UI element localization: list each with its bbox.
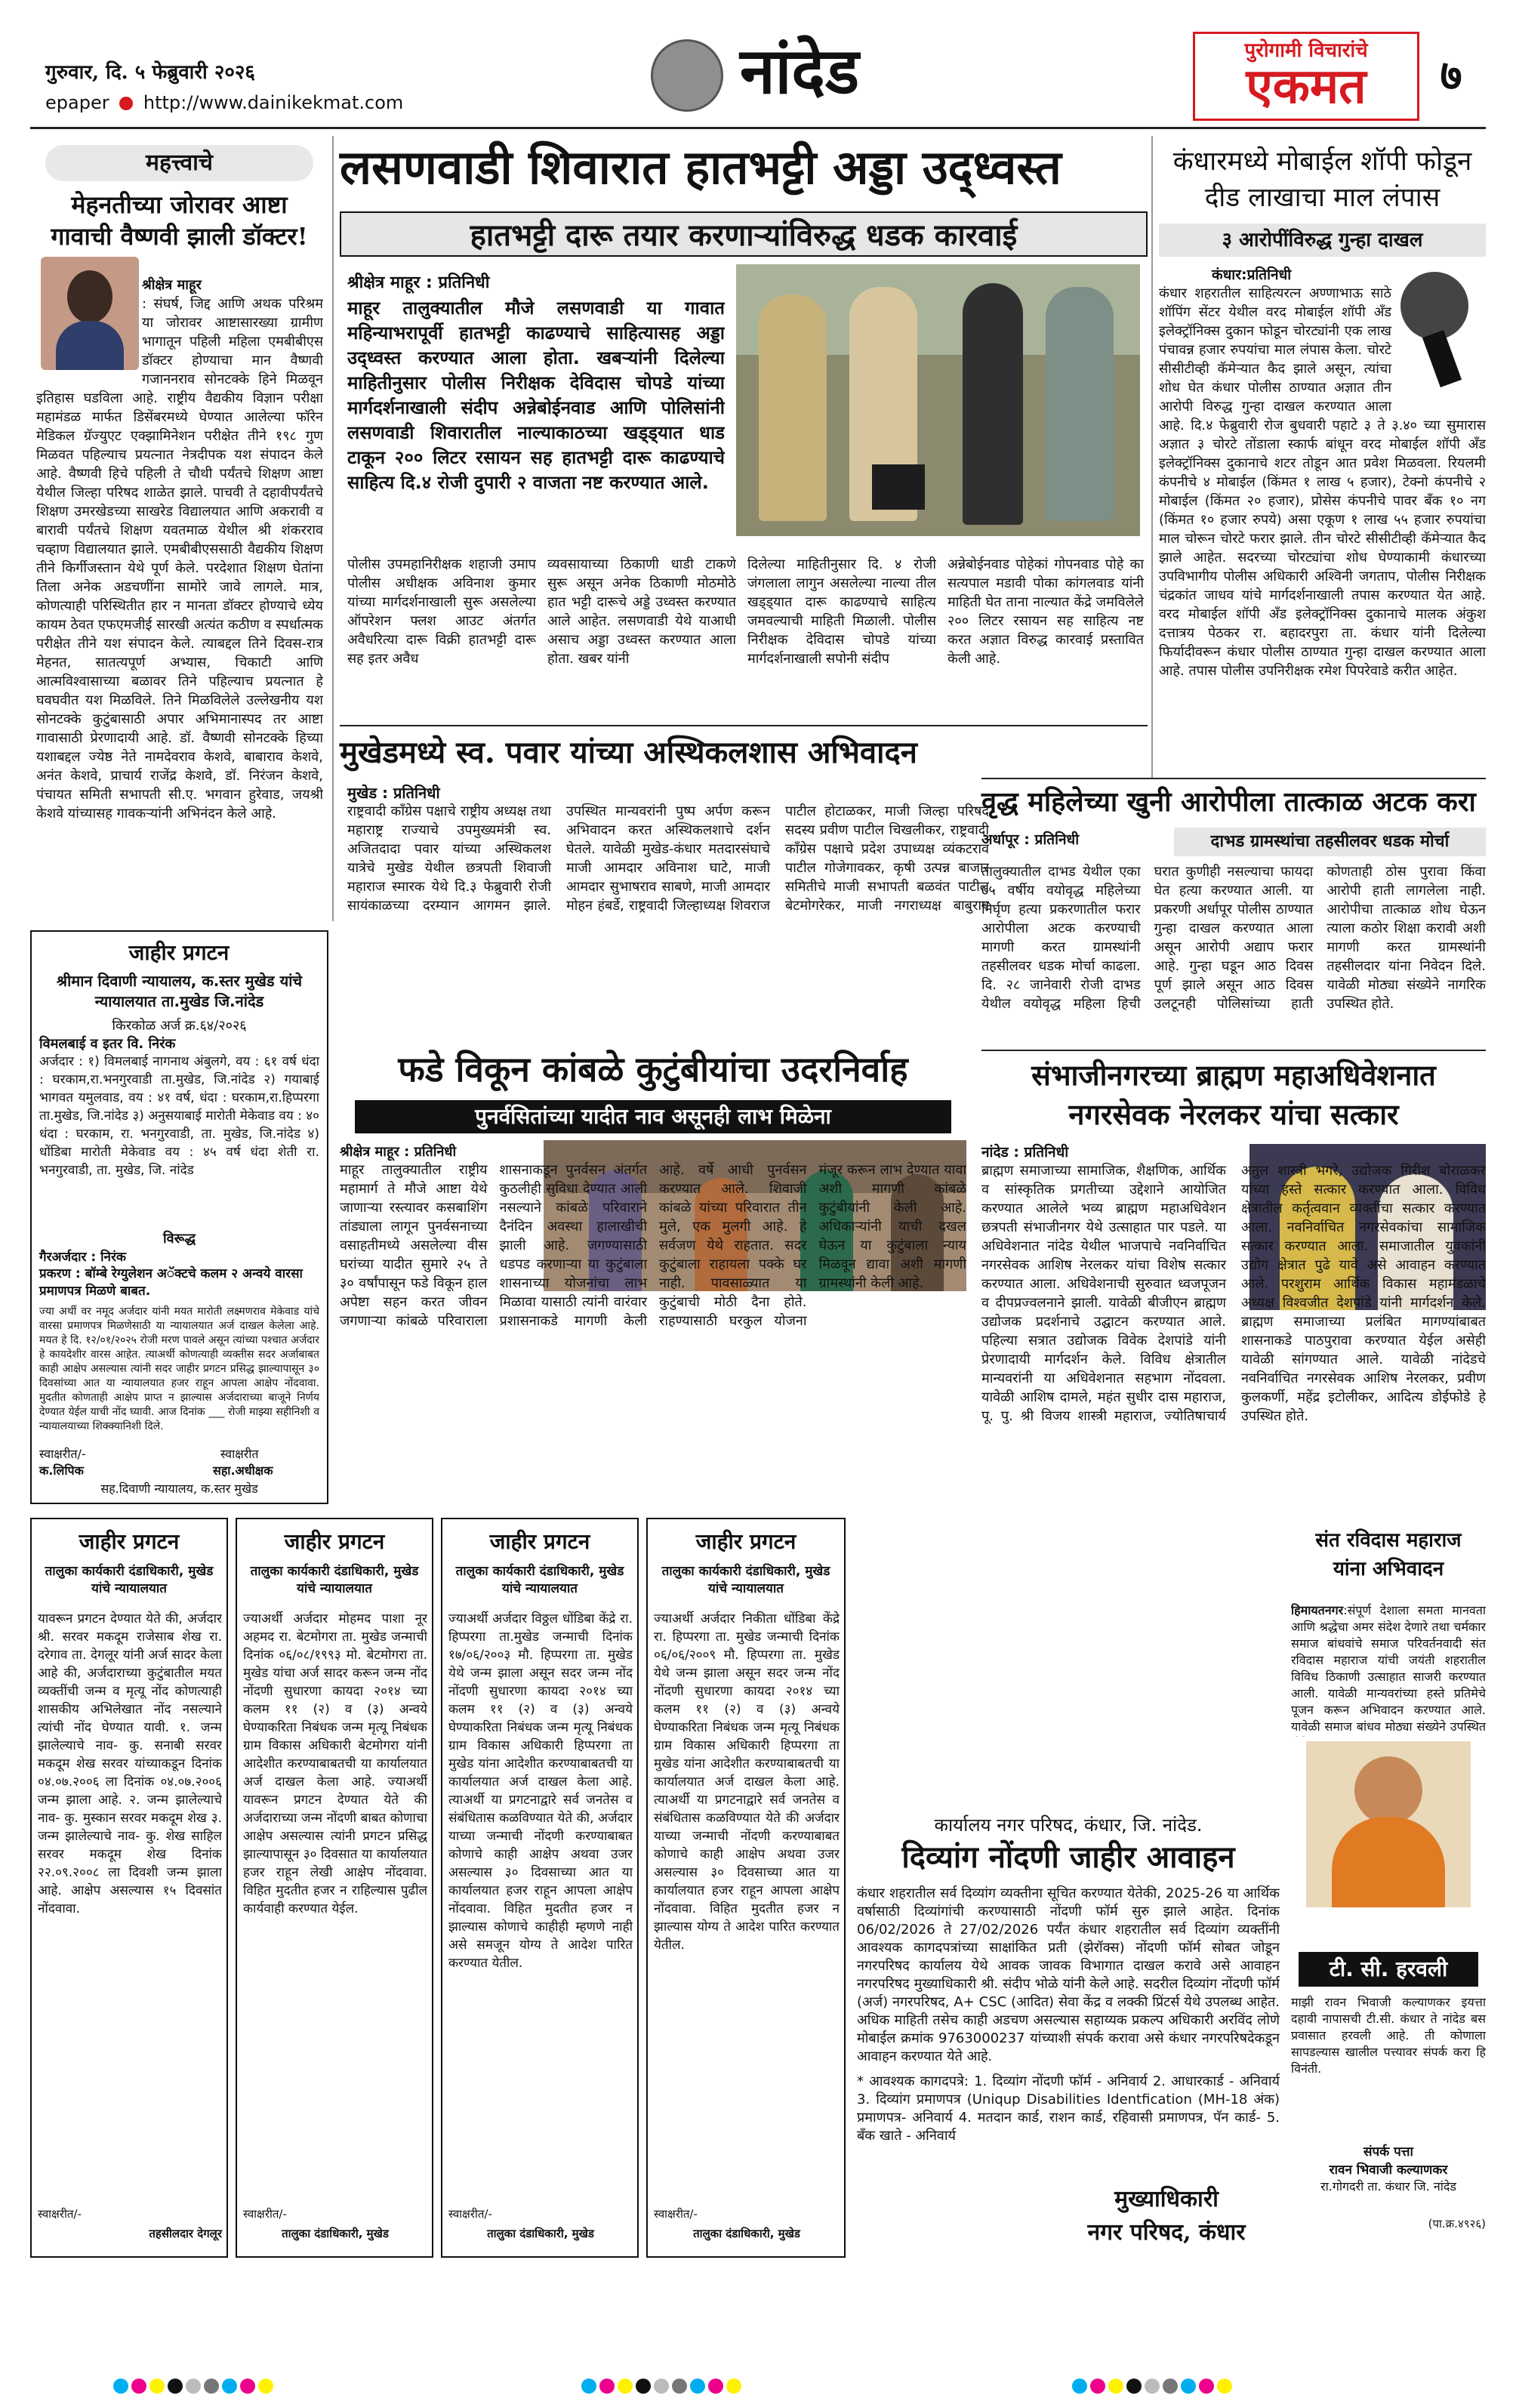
notice-case-date: विमलबाई व इतर वि. निरंक [39, 1036, 176, 1052]
birth-notice-4 [646, 1518, 846, 2258]
kandhar-dateline: कंधार:प्रतिनिधी [1212, 267, 1292, 283]
printer-color-bar-center [581, 2379, 883, 2397]
fade-headline: फडे विकून कांबळे कुटुंबीयांचा उदरनिर्वाह [398, 1049, 908, 1090]
birth-notice-signer: तालुका दंडाधिकारी, मुखेड [693, 2227, 800, 2240]
birth-notice-title: जाहीर प्रगटन [79, 1529, 180, 1554]
tc-contact-title: संपर्क पत्ता [1363, 2144, 1413, 2160]
birth-notice-title: जाहीर प्रगटन [284, 1529, 385, 1554]
ravidas-title: संत रविदास महाराज [1315, 1529, 1462, 1552]
sidebar-top-story [30, 136, 328, 921]
page-number: ७ [1440, 51, 1462, 100]
notice-case-no: किरकोळ अर्ज क्र.६४/२०२६ [112, 1018, 247, 1034]
birth-notice-court: तालुका कार्यकारी दंडाधिकारी, मुखेड यांचे न्यायालयात [45, 1564, 214, 1596]
legal-notice-court [30, 930, 328, 1504]
section-kicker: महत्त्वाचे [45, 145, 313, 181]
sidebar-body [36, 257, 323, 914]
birth-notice-2 [236, 1518, 433, 2258]
elderly-subhead: दाभड ग्रामस्थांचा तहसीलवर धडक मोर्चा [1174, 828, 1486, 856]
paper-logo [1193, 32, 1419, 121]
lead-col-1: पोलीस उपमहानिरीक्षक शहाजी उमाप पोलीस अधीक्षक अविनाश कुमार यांच्या मार्गदर्शनाखाली सुरू असलेल्या ऑपरेशन फ्लश आउट अंतर्गत अवैधरित्या दारू विक्री हातभट्टी दारू सह इतर अवैध [347, 557, 536, 667]
sambhaji-headline: संभाजीनगरच्या ब्राह्मण महाअधिवेशनात नगरसेवक नेरलकर यांचा सत्कार [1031, 1058, 1436, 1131]
birth-notice-court: तालुका कार्यकारी दंडाधिकारी, मुखेड यांचे न्यायालयात [661, 1564, 830, 1596]
printer-color-bar-left [113, 2379, 415, 2397]
divyang-body: कंधार शहरातील सर्व दिव्यांग व्यक्तीना सूचित करण्यात येतेकी, 2025-26 या आर्थिक वर्षासाठी दिव्यांगांची करण्यासाठी नोंदणी फॉर्म सुरु झाले आहेत. दिनांक 06/02/2026 ते 27/02/2026 पर्यंत कंधार शहरातील सर्व दिव्यांग व्यक्तींनी आवश्यक कागदपत्रांच्या साक्षांकित प्रती (झेरॉक्स) नोंदणी फॉर्म सोबत जोडून नगरपरिषद कार्यालय येथे आवक जावक विभागात दाखल करावे असे आवाहन नगरपरिषद मुख्याधिकारी श्री. संदीप भोळे यांनी केले आहे. सदरील दिव्यांग नोंदणी फॉर्म (अर्ज) नगरपरिषद, A+ CSC (आदित) सेवा केंद्र व लक्की प्रिंटर्स येथे उपलब्ध आहेत. अधिक माहिती तसेच काही अडचण असल्यास सहाय्यक प्रकल्प अधिकारी अरविंद लोणे मोबाईल क्रमांक 9763000237 यांच्याशी संपर्क करावा असे कंधार नगरपरिषदेकडून आवाहन करण्यात येते आहे. [857, 1885, 1280, 2064]
sambhaji-top-rule [981, 1050, 1486, 1051]
divyang-sign-place: नगर परिषद, कंधार [1087, 2219, 1246, 2246]
notice-sign-1: स्वाक्षरीत/- [39, 1447, 86, 1461]
birth-notice-3 [441, 1518, 639, 2258]
birth-notice-signer: तहसीलदार देगलूर [149, 2227, 222, 2240]
birth-notice-signer: तालुका दंडाधिकारी, मुखेड [282, 2227, 389, 2240]
fade-body: माहूर तालुक्यातील राष्ट्रीय महामार्ग ते मौजे आष्टा येथे जाणाऱ्या रस्त्यावर कसबाशिंग तांड्याला लागून पुनर्वसनाच्या वसाहतीमध्ये असलेल्या वीस घरांच्या यादीत सुमारे २५ ते ३० वर्षांपासून फडे विकून हाल अपेष्टा सहन करत जीवन जगणाऱ्या कांबळे परिवाराला शासनाकडून पुनर्वसन अंतर्गत कुठलीही सुविधा देण्यात आली नसल्याने कांबळे परिवाराने दैनंदिन अवस्था हालाखीची झाली आहे. जगण्यासाठी धडपड करणाऱ्या या कुटुंबाला शासनाच्या योजनांचा लाभ मिळावा यासाठी त्यांनी वारंवार प्रशासनाकडे मागणी केली आहे. वर्षे आधी पुनर्वसन करण्यात आले. शिवाजी कांबळे यांच्या परिवारात तीन मुले, एक मुलगी आहे. हे सर्वजण येथे राहतात. सदर कुटुंबाला राहायला पक्के घर नाही. पावसाळ्यात या कुटुंबाची मोठी दैना होते. राहण्यासाठी घरकुल योजना मंजूर करून लाभ देण्यात यावा अशी मागणी कांबळे कुटुंबीयांनी केली आहे. अधिकाऱ्यांनी याची दखल घेऊन या कुटुंबाला न्याय मिळवून द्यावा अशी मागणी ग्रामस्थांनी केली आहे. [340, 1162, 966, 1329]
lead-intro: माहूर तालुक्यातील मौजे लसणवाडी या गावात महिन्याभरापूर्वी हातभट्टी काढण्याचे साहित्यासह अड्डा उद्ध्वस्त करण्यात आला होता. खबऱ्यांनी दिलेल्या माहितीनुसार पोलीस निरीक्षक देविदास चोपडे यांच्या मार्गदर्शनाखाली संदीप अन्नेबोईनवाड आणि पोलिसांनी लसणवाडी शिवारातील नाल्याकाठच्या खड्ड्यात धाड टाकून २०० लिटर रसायन सह हातभट्टी दारू काढण्याचे साहित्य दि.४ रोजी दुपारी २ वाजता नष्ट करण्यात आले. [347, 298, 725, 493]
divyang-docs: * आवश्यक कागदपत्रे: 1. दिव्यांग नोंदणी फॉर्म - अनिवार्य 2. आधारकार्ड - अनिवार्य 3. दिव्यांग प्रमाणपत्र (Uniqup Disabilities Identfication (MH-18 अंक) प्रमाणपत्र- अनिवार्य 4. मतदान कार्ड, राशन कार्ड, रहिवासी प्रमाणपत्र, पॅन कार्ड- 5. बँक खाते - अनिवार्य [857, 2073, 1280, 2144]
paper-name: एकमत [1246, 58, 1367, 115]
tc-ref: (पा.क्र.४९२६) [1428, 2217, 1486, 2231]
masthead [0, 0, 1516, 136]
ravidas-subtitle: यांना अभिवादन [1333, 1558, 1444, 1580]
notice-matter: प्रकरण : बॉम्बे रेग्युलेशन अॅक्टचे कलम २ अन्वये वारसा प्रमाणपत्र मिळणे बाबत. [39, 1266, 303, 1299]
divyang-headline: दिव्यांग नोंदणी जाहीर आवाहन [901, 1839, 1235, 1875]
notice-body: ज्या अर्थी वर नमूद अर्जदार यांनी मयत मारोती लक्ष्मणराव मेकेवाड यांचे वारसा प्रमाणपत्र मिळणेसाठी या न्यायालयात अर्ज दाखल केलेला आहे. मयत हे दि. १२/०१/२०२५ रोजी मरण पावले असून त्यांच्या पश्चात अर्जदार हे कायदेशीर वारस आहेत. त्याअर्थी कोणत्याही व्यक्तीस सदर अर्जाबाबत काही आक्षेप असल्यास त्यांनी सदर जाहीर प्रगटन प्रसिद्ध झाल्यापासून ३० दिवसांच्या आत या न्यायालयात हजर राहून आपला आक्षेप नोंदवावा. मुदतीत कोणताही आक्षेप प्राप्त न झाल्यास अर्जदाराच्या बाजूने निर्णय देण्यात येईल याची नोंद घ्यावी. आज दिनांक ___ रोजी माझ्या सहीनिशी व न्यायालयाच्या शिक्क्यानिशी दिले. [39, 1306, 319, 1432]
ravidas-portrait [1306, 1741, 1471, 1907]
sidebar-dateline: श्रीक्षेत्र माहूर [142, 277, 202, 293]
birth-notice-title: जाहीर प्रगटन [489, 1529, 590, 1554]
lead-col-2: व्यवसायाच्या ठिकाणी धाडी टाकणे सुरू असून अनेक ठिकाणी मोठमोठे हात भट्टी दारूचे अड्डे उध्वस्त करण्यात आले आहेत. लसणवाडी येथे याआधी असाच अड्डा उध्वस्त करण्यात आला होता. खबर यांनी [547, 557, 736, 667]
city-emblem [651, 39, 723, 112]
ravidas-body-text: :संपूर्ण देशाला समता मानवता आणि श्रद्धेचा अमर संदेश देणारे तथा चर्मकार समाज बांधवांचे समाज परिवर्तनवादी संत रविदास महाराज यांची जयंती शहरातील विविध ठिकाणी उत्साहात साजरी करण्यात आली. यावेळी मान्यवरांच्या हस्ते प्रतिमेचे पूजन करून अभिवादन करण्यात आले. यावेळी समाज बांधव मोठ्या संख्येने उपस्थित [1291, 1603, 1486, 1734]
sambhajinagar-story [981, 1050, 1486, 1503]
elderly-dateline: अर्धापूर : प्रतिनिधी [981, 831, 1080, 848]
lead-col-3: दिलेल्या माहितीनुसार दि. ४ रोजी जंगलाला लागुन असलेल्या नाल्या तील खड्ड्यात दारू काढण्याचे साहित्य जमवल्याची माहिती मिळाली. पोलीस निरीक्षक देविदास चोपडे यांच्या मार्गदर्शनाखाली सपोनी संदीप [747, 557, 936, 667]
birth-notice-court: तालुका कार्यकारी दंडाधिकारी, मुखेड यांचे न्यायालयात [455, 1564, 624, 1596]
kandhar-headline: कंधारमध्ये मोबाईल शॉपी फोडून दीड लाखाचा माल लंपास [1172, 146, 1472, 213]
lead-subhead: हातभट्टी दारू तयार करणाऱ्यांविरुद्ध धडक कारवाई [340, 211, 1148, 257]
column-rule-right [1151, 136, 1153, 778]
printer-color-bar-right [1072, 2379, 1374, 2397]
birth-notice-1 [30, 1518, 228, 2258]
city-name: नांदेड [740, 33, 859, 108]
notice-footer: सह.दिवाणी न्यायालय, क.स्तर मुखेड [100, 1481, 258, 1496]
column-rule-left [332, 136, 334, 921]
mukhed-body: राष्ट्रवादी काँग्रेस पक्षाचे राष्ट्रीय अध्यक्ष तथा महाराष्ट्र राज्याचे उपमुख्यमंत्री स्व. अजितदादा पवार यांच्या अस्थिकलश यात्रेचे मुखेड येथील छत्रपती शिवाजी महाराज स्मारक येथे दि.३ फेब्रुवारी रोजी सायंकाळच्या दरम्यान आगमन झाले. उपस्थित मान्यवरांनी पुष्प अर्पण करून अभिवादन करत अस्थिकलशाचे दर्शन घेतले. यावेळी मुखेड-कंधार मतदारसंघाचे माजी आमदार अविनाश घाटे, माजी आमदार सुभाषराव साबणे, माजी आमदार मोहन हंबर्डे, राष्ट्रवादी जिल्हाध्यक्ष शिवराज पाटील होटाळकर, माजी जिल्हा परिषद सदस्य प्रवीण पाटील चिखलीकर, राष्ट्रवादी काँग्रेस पक्षाचे प्रदेश उपाध्यक्ष व्यंकटराव पाटील गोजेगावकर, कृषी उत्पन्न बाजार समितीचे माजी सभापती बळवंत पाटील बेटमोगरेकर, माजी नगराध्यक्ष बाबुराव [347, 803, 989, 914]
elderly-top-rule [981, 778, 1486, 779]
elderly-body: तालुक्यातील दाभड येथील एका ७५ वर्षीय वयोवृद्ध महिलेच्या निर्घृण हत्या प्रकरणातील फरार आरोपीला अटक करण्याची मागणी करत ग्रामस्थांनी तहसीलवर धडक मोर्चा काढला. दि. २८ जानेवारी रोजी दाभड येथील वयोवृद्ध महिला हिची घरात कुणीही नसल्याचा फायदा घेत हत्या करण्यात आली. या प्रकरणी अर्धापूर पोलीस ठाण्यात गुन्हा दाखल करण्यात आला असून आरोपी अद्याप फरार आहे. गुन्हा घडून आठ दिवस पूर्ण झाले असून आठ दिवस उलटूनही पोलिसांच्या हाती कोणताही ठोस पुरावा किंवा आरोपी हाती लागलेला नाही. आरोपीचा तात्काळ शोध घेऊन त्याला कठोर शिक्षा करावी अशी मागणी करत ग्रामस्थांनी तहसीलदार यांना निवेदन दिले. यावेळी मोठ्या संख्येने नागरिक उपस्थित होते. [981, 864, 1486, 1012]
birth-notice-sign: स्वाक्षरीत/- [448, 2207, 492, 2221]
kandhar-body: कंधार शहरातील साहित्यरत्न अण्णाभाऊ साठे शॉपिंग सेंटर येथील वरद मोबाईल शॉपी अँड इलेक्ट्रॉनिक्स दुकान फोडून चोरट्यांनी एक लाख पंचावन्न हजार रुपयांचा माल लंपास केला. चोरटे सीसीटीव्ही कॅमेऱ्यात कैद झाले असून, त्यांचा शोध घेत कंधार पोलीस ठाण्यात अज्ञात तीन आरोपी विरुद्ध गुन्हा दाखल करण्यात आला आहे. दि.४ फेब्रुवारी रोज बुधवारी पहाटे ३ ते ३.४० च्या सुमारास अज्ञात ३ चोरटे तोंडाला स्कार्फ बांधून वरद मोबाईल शॉपी अँड इलेक्ट्रॉनिक्स दुकानाचे शटर तोडून आत प्रवेश मिळवला. रियलमी कंपनीचे ४ मोबाईल (किंमत १ लाख ५ हजार), टेक्नो कंपनीचे २ मोबाईल (किंमत २० हजार), प्रोसेस कंपनीचे पावर बँक १० नग (किंमत १० हजार रुपये) असा एकूण १ लाख ५५ हजार रुपयांचा माल चोरून चोरटे फरार झाले. तीन चोरटे सीसीटीव्ही कॅमेऱ्यात कैद झाले आहेत. सदरच्या चोरट्यांचा शोध घेण्याकामी कंधारच्या उपविभागीय पोलीस अधिकारी अश्विनी जगताप, पोलीस निरीक्षक चंद्रकांत जाधव यांचे मार्गदर्शनाखाली तपास करण्यात येत आहे. वरद मोबाईल शॉपी अँड इलेक्ट्रॉनिक्स दुकानाचे मालक अंकुश दत्तात्रय पेठकर रा. बहादरपुरा ता. कंधार यांनी दिलेल्या फिर्यादीवरून कंधार पोलीस ठाण्यात गुन्हा दाखल करण्यात आला आहे. तपास पोलीस उपनिरीक्षक रमेश पिपरेवाडे करीत आहेत. [1159, 285, 1486, 679]
epaper-line [45, 92, 403, 113]
lead-dateline: श्रीक्षेत्र माहूर : प्रतिनिधी [347, 273, 490, 292]
epaper-label: epaper [45, 92, 109, 113]
notice-applicants: अर्जदार : १) विमलबाई नागनाथ अंबुलगे, वय : ६१ वर्ष धंदा : घरकाम,रा.भनगुरवाडी ता.मुखेड, जि.नांदेड २) गयाबाई भागवत यमुलवाड, वय : ४१ वर्ष, धंदा : घरकाम,रा.हिप्परगा ता.मुखेड, जि.नांदेड ३) अनुसयाबाई मारोती मेकेवाड वय : ४० धंदा : घरकाम, रा. भनगुरवाडी, ता. मुखेड, जि.नांदेड ४) धोंडिबा मारोती मेकेवाड वय : ४५ वर्ष धंदा शेती रा. भनगुरवाडी, ता. मुखेड, जि. नांदेड [39, 1054, 319, 1178]
sambhaji-body: ब्राह्मण समाजाच्या सामाजिक, शैक्षणिक, आर्थिक व सांस्कृतिक प्रगतीच्या उद्देशाने आयोजित करण्यात आलेले भव्य ब्राह्मण महाअधिवेशन छत्रपती संभाजीनगर येथे उत्साहात पार पडले. या अधिवेशनात नांदेड येथील भाजपाचे नवनिर्वाचित नगरसेवक आशिष नेरलकर यांचा विशेष सत्कार करण्यात आला. अधिवेशनाची सुरुवात ध्वजपूजन व दीपप्रज्वलनाने झाली. यावेळी बीजीएन ब्राह्मण उद्योजक प्रदर्शनाचे उद्घाटन करण्यात आले. पहिल्या सत्रात उद्योजक विवेक देशपांडे यांनी प्रेरणादायी मार्गदर्शन केले. विविध क्षेत्रातील मान्यवरांनी या अधिवेशनात सहभाग नोंदवला. यावेळी आशिष दामले, महंत सुधीर दास महाराज, पू. पु. श्री विजय शास्त्री महाराज, ज्योतिषाचार्य अतुल शास्त्री भगरे, उद्योजक गिरीश बोराळकर यांच्या हस्ते सत्कार करण्यात आला. विविध क्षेत्रातील कर्तृत्ववान व्यक्तींचा सत्कार करण्यात आला. नवनिर्वाचित नगरसेवकांचा सामाजिक सत्कार करण्यात आला. समाजातील युवकांनी उद्योग क्षेत्रात पुढे यावे असे आवाहन करण्यात आले. परशुराम आर्थिक विकास महामंडळाचे अध्यक्ष विश्वजीत देशपांडे यांनी मार्गदर्शन केले. ब्राह्मण समाजाच्या प्रलंबित मागण्यांबाबत शासनाकडे पाठपुरावा करण्यात येईल असेही यावेळी सांगण्यात आले. यावेळी नांदेडचे नवनिर्वाचित नगरसेवक आशिष नेरलकर, प्रवीण कुलकर्णी, महेंद्र इटोलीकर, आदित्य डोईफोडे हे उपस्थित होते. [981, 1163, 1486, 1424]
raid-photo [736, 264, 1140, 536]
kandhar-story [1159, 136, 1486, 778]
notice-sign-2-role: सहा.अधीक्षक [213, 1463, 273, 1478]
mukhed-headline: मुखेडमध्ये स्व. पवार यांच्या अस्थिकलशास अभिवादन [340, 735, 917, 770]
sidebar-headline: मेहनतीच्या जोरावर आष्टा गावाची वैष्णवी झाली डॉक्टर! [51, 190, 308, 251]
lead-headline: लसणवाडी शिवारात हातभट्टी अड्डा उद्ध्वस्त [340, 140, 1062, 195]
ravidas-dateline: हिमायतनगर [1291, 1603, 1344, 1617]
tc-title: टी. सी. हरवली [1299, 1952, 1478, 1987]
ravidas-body [1291, 1586, 1486, 1737]
notice-versus: विरूद्ध [162, 1231, 196, 1247]
birth-notice-court: तालुका कार्यकारी दंडाधिकारी, मुखेड यांचे न्यायालयात [250, 1564, 419, 1596]
website-link[interactable]: http://www.dainikekmat.com [143, 92, 404, 113]
birth-notice-sign: स्वाक्षरीत/- [38, 2207, 82, 2221]
tc-body: माझी रावन भिवाजी कल्याणकर इयत्ता दहावी नापासची टी.सी. कंधार ते नांदेड बस प्रवासात हरवली आहे. ती कोणाला सापडल्यास खालील पत्त्यावर संपर्क करा हि विनंती. [1291, 1995, 1486, 2076]
mukhed-dateline: मुखेड : प्रतिनिधी [347, 784, 440, 802]
divyang-notice [857, 1812, 1280, 2258]
birth-notice-body: ज्याअर्थी अर्जदार विठ्ठल धोंडिबा केंद्रे रा. हिप्परगा ता.मुखेड जन्माची दिनांक १७/०६/२००३ मौ. हिप्परगा ता. मुखेड येथे जन्म झाला असून सदर जन्म नोंद नोंदणी सुधारणा कायदा २०१४ च्या कलम ११ (२) व (३) अन्वये घेण्याकरिता निबंधक जन्म मृत्यू निबंधक ग्राम विकास अधिकारी हिप्परगा ता मुखेड यांना आदेशीत करण्याबाबतची या कार्यालयात अर्ज दाखल केला आहे. त्याअर्थी या प्रगटनाद्वारे सर्व जनतेस व संबंधितास कळविण्यात येते की, अर्जदार याच्या जन्माची नोंदणी करण्याबाबत कोणाचे काही आक्षेप अथवा उजर असल्यास ३० दिवसाच्या आत या कार्यालयात हजर राहून आपला आक्षेप नोंदवावा. विहित मुदतीत हजर न झाल्यास कोणाचे काहीही म्हणणे नाही असे समजून योग्य ते आदेश पारित करण्यात येतील. [448, 1611, 633, 1971]
masthead-rule [30, 127, 1486, 129]
birth-notice-title: जाहीर प्रगटन [695, 1529, 797, 1554]
divyang-sign-role: मुख्याधिकारी [1114, 2186, 1219, 2212]
fade-dateline: श्रीक्षेत्र माहूर : प्रतिनिधी [340, 1144, 457, 1160]
fade-story [340, 1046, 966, 1514]
sidebar-body-text: : संघर्ष, जिद्द आणि अथक परिश्रम या जोरावर आष्टासारख्या ग्रामीण भागातून पहिली महिला एमबीबीएस डॉक्टर होण्याचा मान वैष्णवी गजाननराव सोनटक्के हिने मिळवून इतिहास घडविला आहे. राष्ट्रीय वैद्यकीय विज्ञान परीक्षा महामंडळ मार्फत डिसेंबरमध्ये घेण्यात आलेल्या फॉरेन मेडिकल ग्रॅज्युएट एक्झामिनेशन परीक्षेत तीने १९८ गुण मिळवत पहिल्याच प्रयत्नात नेत्रदीपक यश संपादन केले आहे. वैष्णवी हिचे पहिली ते चौथी पर्यंतचे शिक्षण आष्टा येथील जिल्हा परिषद शाळेत झाले. पाचवी ते दहावीपर्यंतचे शिक्षण उमरखेडच्या साखरेड विद्यालयात आणि अकरावी व बारावी पर्यंतचे शिक्षण यवतमाळ येथील श्री शंकरराव चव्हाण विद्यालयात झाले. एमबीबीएससाठी वैद्यकीय शिक्षण तीने किर्गीजस्तान येथे पूर्ण केले. परदेशात शिक्षण घेतांना तिला अनेक अडचणींना सामोरे जावे लागले. मात्र, कोणत्याही परिस्थितीत हार न मानता डॉक्टर होण्याचे ध्येय कायम ठेवत एफएमजीई सारखी अत्यंत कठीण व स्पर्धात्मक परीक्षेत तीने यश संपादन केले. त्याबद्दल तिने दिवस-रात्र मेहनत, सातत्यपूर्ण अभ्यास, चिकाटी आणि आत्मविश्वासाच्या बळावर तिने पहिल्याच प्रयत्नात हे घवघवीत यश मिळविले. तिने मिळविलेले उल्लेखनीय यश सोनटक्के कुटुंबासाठी अपार अभिमानास्पद तर आष्टा गावासाठी प्रेरणादायी आहे. डॉ. वैष्णवी सोनटक्के हिच्या यशाबद्दल ज्येष्ठ नेते नामदेवराव केशवे, बाबाराव केशवे, अनंत केशवे, प्राचार्य राजेंद्र केशवे, डॉ. निरंजन केशवे, पंचायत समिती सभापती सी.ए. भगवान हुरेवाड, जयश्री केशवे यांच्यासह गावकऱ्यांनी अभिनंदन केले आहे. [36, 296, 323, 822]
tc-contact: रावन भिवाजी कल्याणकर [1329, 2163, 1448, 2178]
notice-sign-1-role: क.लिपिक [39, 1463, 84, 1478]
fade-subhead: पुनर्वसितांच्या यादीत नाव असूनही लाभ मिळेना [355, 1100, 951, 1133]
sant-ravidas [1291, 1518, 1486, 1941]
globe-icon [119, 97, 133, 110]
birth-notice-body: ज्याअर्थी अर्जदार निकीता धोंडिबा केंद्रे रा. हिप्परगा ता. मुखेड जन्माची दिनांक ०६/०६/२००९ मौ. हिप्परगा ता. मुखेड येथे जन्म झाला असून सदर जन्म नोंद नोंदणी सुधारणा कायदा २०१४ च्या कलम ११ (२) व (३) अन्वये घेण्याकरिता निबंधक जन्म मृत्यू निबंधक ग्राम विकास अधिकारी हिप्परगा ता मुखेड यांना आदेशीत करण्याबाबतची या कार्यालयात अर्ज दाखल केला आहे. त्याअर्थी या प्रगटनाद्वारे सर्व जनतेस व संबंधितास कळविण्यात येते की अर्जदार याच्या जन्माची नोंदणी करण्याबाबत कोणाचे काही आक्षेप अथवा उजर असल्यास ३० दिवसाच्या आत या कार्यालयात हजर राहून आपला आक्षेप नोंदवावा. विहित मुदतीत हजर न झाल्यास योग्य ते आदेश पारित करण्यात येतील. [654, 1611, 840, 1953]
notice-respondent: गैरअर्जदार : निरंक [39, 1250, 126, 1265]
lead-col-4: अन्नेबोईनवाड पोहेकां गोपनवाड पोहे का सत्यपाल मडावी पोका कांगलवाड यांनी माहिती घेत ताना नाल्यात केंद्रे जमविलेले २०० लिटर रसायन सह साहित्य नष्ट करत अज्ञात विरुद्ध कारवाई प्रस्तावित केली आहे. [948, 557, 1144, 667]
kandhar-subhead: ३ आरोपींविरुद्ध गुन्हा दाखल [1159, 224, 1486, 257]
birth-notice-body: ज्याअर्थी अर्जदार मोहमद पाशा नूर अहमद रा. बेटमोगरा ता. मुखेड जन्माची दिनांक ०६/०८/१९९३ मो. बेटमोगरा ता. मुखेड यांचा अर्ज सादर करून जन्म नोंद नोंदणी सुधारणा कायदा २०१४ च्या कलम ११ (२) व (३) अन्वये घेण्याकरिता निबंधक जन्म मृत्यू निबंधक ग्राम विकास अधिकारी बेटमोगरा यांनी आदेशीत करण्याबाबतची या कार्यालयात अर्ज दाखल केला आहे. ज्याअर्थी यावरून प्रगटन देण्यात येते की अर्जदाराच्या जन्म नोंदणी बाबत कोणाचा आक्षेप असल्यास त्यांनी प्रगटन प्रसिद्ध झाल्यापासून ३० दिवसात या कार्यालयात हजर राहून लेखी आक्षेप नोंदवावा. विहित मुदतीत हजर न राहिल्यास पुढील कार्यवाही करण्यात येईल. [243, 1611, 427, 1916]
lead-bottom-rule [340, 725, 1148, 726]
notice-sign-2: स्वाक्षरीत [220, 1447, 259, 1461]
dateline: गुरुवार, दि. ५ फेब्रुवारी २०२६ [45, 61, 255, 84]
birth-notice-signer: तालुका दंडाधिकारी, मुखेड [487, 2227, 594, 2240]
notice-row [30, 1518, 846, 2258]
birth-notice-sign: स्वाक्षरीत/- [654, 2207, 698, 2221]
elderly-headline: वृद्ध महिलेच्या खुनी आरोपीला तात्काळ अटक करा [981, 786, 1476, 818]
tc-lost-notice [1291, 1952, 1486, 2254]
elderly-story [981, 778, 1486, 1046]
tc-address: रा.गोगदरी ता. कंधार जि. नांदेड [1320, 2179, 1456, 2194]
notice-court: श्रीमान दिवाणी न्यायालय, क.स्तर मुखेड यांचे न्यायालयात ता.मुखेड जि.नांदेड [56, 972, 303, 1010]
notice-title: जाहीर प्रगटन [107, 936, 251, 970]
sambhaji-dateline: नांदेड : प्रतिनिधी [981, 1144, 1069, 1161]
birth-notice-body: यावरून प्रगटन देण्यात येते की, अर्जदार श्री. सरवर मकदूम राजेसाब शेख रा. दरेगाव ता. देगलूर यांनी अर्ज सादर केला आहे की, अर्जदाराच्या कुटुंबातील मयत व्यक्तींची जन्म व मृत्यू नोंद कोणत्याही शासकीय अभिलेखात नोंद नसल्याने त्यांची नोंद घेण्यात यावी. १. जन्म झालेल्याचे नाव- कु. सनाबी सरवर मकदूम शेख सरवर यांच्याकडून दिनांक ०४.०७.२००६ ला दिनांक ०४.०७.२००६ जन्म झाला आहे. २. जन्म झालेल्याचे नाव- कु. मुस्कान सरवर मकदूम शेख ३. जन्म झालेल्याचे नाव- कु. शेख साहिल सरवर मकदूम शेख दिनांक २२.०९.२००८ ला दिवशी जन्म झाला आहे. आक्षेप असल्यास १५ दिवसांत नोंदवावा. [38, 1611, 222, 1916]
birth-notice-sign: स्वाक्षरीत/- [243, 2207, 287, 2221]
tagline: पुरोगामी विचारांचे [1244, 39, 1368, 62]
divyang-office: कार्यालय नगर परिषद, कंधार, जि. नांदेड. [934, 1814, 1203, 1836]
